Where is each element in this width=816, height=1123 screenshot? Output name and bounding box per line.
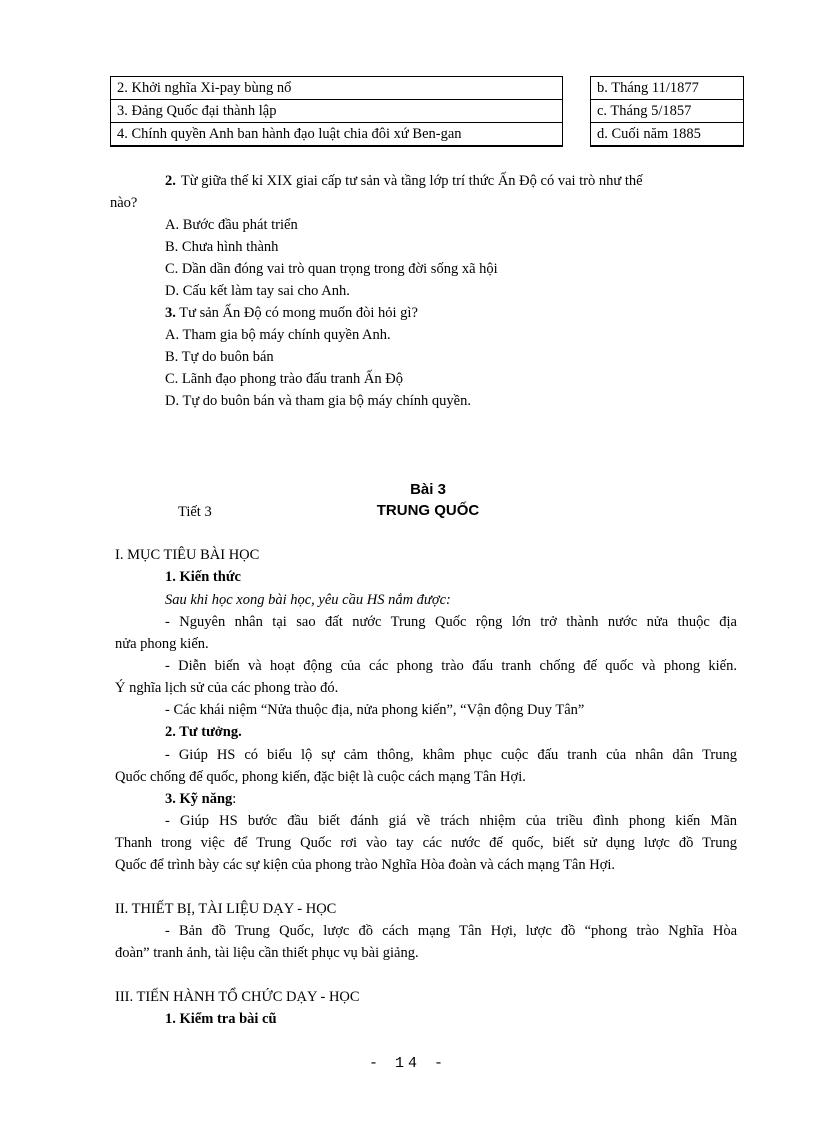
ideology-heading: 2. Tư tưởng.: [165, 724, 242, 740]
equipment-point-cont: đoàn” tranh ảnh, tài liệu cần thiết phục vụ bài giảng.: [115, 945, 419, 961]
knowledge-point-2: - Diễn biến và hoạt động của các phong trào đấu tranh chống đế quốc và phong kiến.: [165, 658, 737, 674]
skills-point-cont-2: Quốc để trình bày các sự kiện của phong trào Nghĩa Hòa đoàn và cách mạng Tân Hợi.: [115, 857, 616, 873]
page-number: - 14 -: [368, 1055, 447, 1072]
review-heading: 1. Kiểm tra bài cũ: [165, 1011, 277, 1027]
question-2-number: 2.: [165, 173, 176, 189]
event-row-3: 3. Đảng Quốc đại thành lập: [111, 100, 562, 123]
date-row-b: b. Tháng 11/1877: [591, 77, 743, 100]
q2-option-a: A. Bước đầu phát triển: [165, 217, 298, 233]
section-2-heading: II. THIẾT BỊ, TÀI LIỆU DẠY - HỌC: [115, 901, 337, 917]
knowledge-point-1: - Nguyên nhân tại sao đất nước Trung Quốc rộng lớn trở thành nước nửa thuộc địa: [165, 614, 737, 630]
skills-heading-colon: :: [232, 791, 237, 807]
lesson-number: Bài 3: [410, 481, 446, 498]
question-3-text: Tư sản Ấn Độ có mong muốn đòi hỏi gì?: [179, 305, 418, 321]
date-table: [590, 76, 744, 147]
skills-heading-line: [165, 789, 236, 809]
equipment-point: - Bản đồ Trung Quốc, lược đồ cách mạng Tân Hợi, lược đồ “phong trào Nghĩa Hòa: [165, 923, 737, 939]
skills-heading: 3. Kỹ năng: [165, 791, 233, 807]
lesson-period: Tiết 3: [178, 504, 212, 520]
knowledge-point-2-cont: Ý nghĩa lịch sử của các phong trào đó.: [115, 680, 339, 696]
date-row-d: d. Cuối năm 1885: [597, 126, 701, 142]
knowledge-heading: 1. Kiến thức: [165, 569, 241, 585]
knowledge-intro: Sau khi học xong bài học, yêu cầu HS nắm được:: [165, 592, 451, 608]
question-3: [165, 303, 418, 323]
q2-option-c: C. Dần dần đóng vai trò quan trọng trong đời sống xã hội: [165, 261, 498, 277]
knowledge-point-1-cont: nửa phong kiến.: [115, 636, 209, 652]
section-1-heading: I. MỤC TIÊU BÀI HỌC: [115, 547, 260, 563]
q3-option-b: B. Tự do buôn bán: [165, 349, 274, 365]
q3-option-d: D. Tự do buôn bán và tham gia bộ máy chính quyền.: [165, 393, 471, 409]
lesson-title: TRUNG QUỐC: [376, 502, 480, 519]
skills-point-cont-1: Thanh trong việc để Trung Quốc rơi vào tay các nước đế quốc, biết sử dụng lược đồ Trung: [115, 835, 737, 851]
event-row-4: 4. Chính quyền Anh ban hành đạo luật chia đôi xứ Ben-gan: [117, 126, 462, 142]
question-2: [165, 171, 743, 191]
question-2-text-cont: nào?: [110, 195, 138, 211]
knowledge-point-3: - Các khái niệm “Nửa thuộc địa, nửa phong kiến”, “Vận động Duy Tân”: [165, 702, 585, 718]
event-table: [110, 76, 563, 147]
ideology-point-cont: Quốc chống đế quốc, phong kiến, đặc biệt là cuộc cách mạng Tân Hợi.: [115, 769, 526, 785]
event-row-2: 2. Khởi nghĩa Xi-pay bùng nổ: [111, 77, 562, 100]
q2-option-b: B. Chưa hình thành: [165, 239, 279, 255]
q3-option-a: A. Tham gia bộ máy chính quyền Anh.: [165, 327, 391, 343]
ideology-point: - Giúp HS có biểu lộ sự cảm thông, khâm phục cuộc đấu tranh của nhân dân Trung: [165, 747, 737, 763]
q2-option-d: D. Cấu kết làm tay sai cho Anh.: [165, 283, 350, 299]
section-3-heading: III. TIẾN HÀNH TỔ CHỨC DẠY - HỌC: [115, 989, 360, 1005]
question-3-number: 3.: [165, 305, 176, 321]
question-2-text: Từ giữa thế kỉ XIX giai cấp tư sản và tầng lớp trí thức Ấn Độ có vai trò như thế: [180, 173, 643, 189]
q3-option-c: C. Lãnh đạo phong trào đấu tranh Ấn Độ: [165, 371, 403, 387]
skills-point: - Giúp HS bước đầu biết đánh giá về trách nhiệm của triều đình phong kiến Mãn: [165, 813, 737, 829]
date-row-c: c. Tháng 5/1857: [591, 100, 743, 123]
